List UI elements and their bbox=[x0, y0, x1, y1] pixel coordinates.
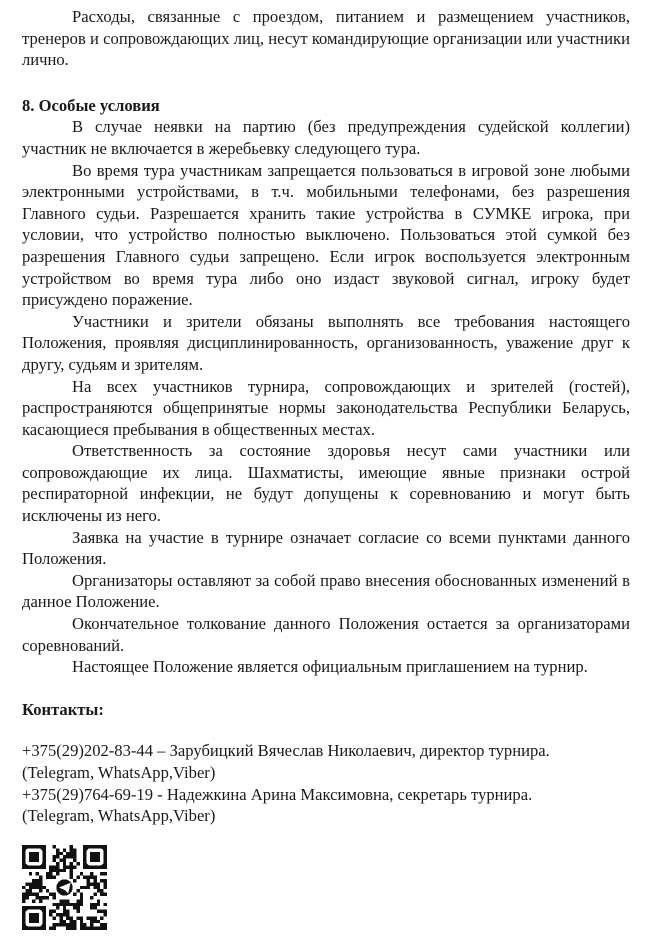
section-8-title: 8. Особые условия bbox=[22, 95, 160, 115]
paragraph: Ответственность за состояние здоровья несут сами участники или сопровождающие их лица. Шахматисты, имеющие явные признаки острой респираторной инфекции, не будут допущены к соревнованию и могут быть исключены из него. bbox=[22, 441, 630, 526]
contact-apps: (Telegram, WhatsApp,Viber) bbox=[22, 763, 216, 782]
paragraph: Во время тура участникам запрещается пользоваться в игровой зоне любыми электронными устройствами, в т.ч. мобильными телефонами, без разрешения Главного судьи. Разрешается хранить такие устройства в СУМКЕ игрока, при условии, что устройство полностью выключено. Пользоваться этой сумкой без разрешения Главного судьи запрещено. Если игрок воспользуется электронным устройством во время тура либо оно издаст звуковой сигнал, игроку будет присуждено поражение. bbox=[22, 160, 630, 310]
intro-paragraph: Расходы, связанные с проездом, питанием и размещением участников, тренеров и сопровождающих лиц, несут командирующие организации или участники лично. bbox=[22, 7, 630, 70]
paragraph: Окончательное толкование данного Положения остается за организаторами соревнований. bbox=[22, 614, 630, 655]
contacts-title: Контакты: bbox=[22, 699, 104, 719]
contact-line: +375(29)202-83-44 – Зарубицкий Вячеслав Николаевич, директор турнира. bbox=[22, 741, 550, 761]
section-8-body bbox=[22, 116, 630, 677]
paragraph: В случае неявки на партию (без предупреждения судейской коллегии) участник не включается в жеребьевку следующего тура. bbox=[22, 117, 630, 158]
paragraph: Заявка на участие в турнире означает согласие со всеми пунктами данного Положения. bbox=[22, 527, 630, 569]
document-page bbox=[22, 6, 630, 827]
paragraph: Настоящее Положение является официальным приглашением на турнир. bbox=[72, 657, 588, 677]
contact-line: +375(29)764-69-19 - Надежкина Арина Максимовна, секретарь турнира. bbox=[22, 784, 533, 804]
contacts-list bbox=[22, 740, 630, 826]
contact-apps: (Telegram, WhatsApp,Viber) bbox=[22, 806, 216, 826]
paragraph: На всех участников турнира, сопровождающих и зрителей (гостей), распространяются общепринятые нормы законодательства Республики Беларусь, касающиеся пребывания в общественных местах. bbox=[22, 376, 630, 439]
paragraph: Участники и зрители обязаны выполнять все требования настоящего Положения, проявляя дисциплинированность, организованность, уважение друг к другу, судьям и зрителям. bbox=[22, 311, 630, 374]
qr-code-icon[interactable] bbox=[22, 845, 107, 930]
paragraph: Организаторы оставляют за собой право внесения обоснованных изменений в данное Положение. bbox=[22, 570, 630, 612]
